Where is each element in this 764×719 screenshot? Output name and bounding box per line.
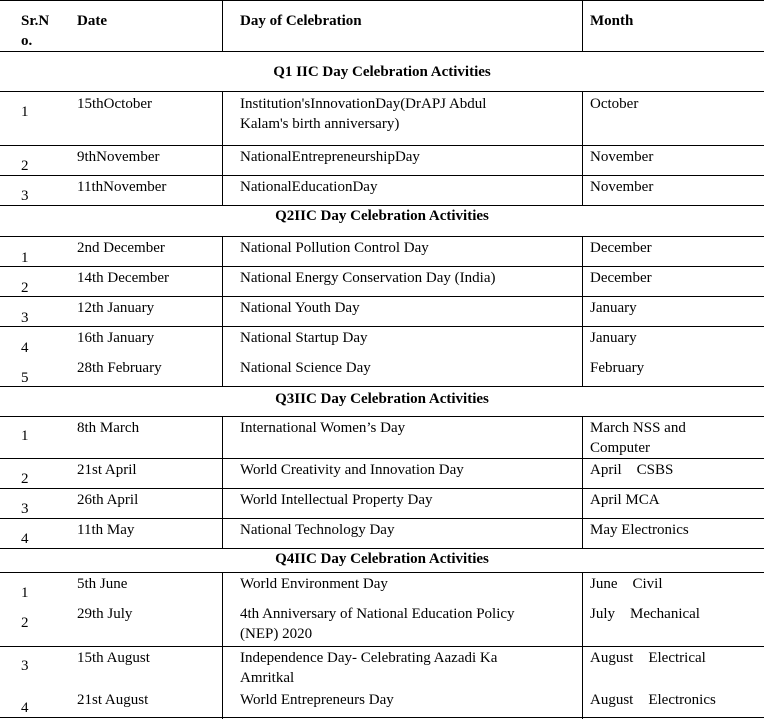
section-title: Q1 IIC Day Celebration Activities xyxy=(273,64,491,80)
section-title: Q2IIC Day Celebration Activities xyxy=(275,208,489,224)
row-date: 21st April xyxy=(77,462,137,478)
row-date: 28th February xyxy=(77,360,162,376)
row-day: Institution'sInnovationDay(DrAPJ Abdul xyxy=(240,96,487,112)
header-date: Date xyxy=(77,13,107,29)
row-day: National Pollution Control Day xyxy=(240,240,429,256)
row-day: Kalam's birth anniversary) xyxy=(240,116,400,132)
row-month: August Electronics xyxy=(590,692,716,708)
column-rule xyxy=(582,236,583,386)
table-rule xyxy=(0,572,764,573)
row-day: World Entrepreneurs Day xyxy=(240,692,394,708)
row-month: June Civil xyxy=(590,576,663,592)
column-rule xyxy=(582,91,583,205)
row-day: NationalEducationDay xyxy=(240,179,378,195)
row-date: 2nd December xyxy=(77,240,165,256)
row-date: 14th December xyxy=(77,270,170,286)
table-rule xyxy=(0,717,764,718)
row-number: 4 xyxy=(21,531,29,547)
column-rule xyxy=(222,416,223,548)
row-month: Computer xyxy=(590,440,650,456)
section-title: Q4IIC Day Celebration Activities xyxy=(275,551,489,567)
row-month: January xyxy=(590,330,637,346)
row-month: February xyxy=(590,360,645,376)
row-number: 2 xyxy=(21,280,29,296)
row-number: 1 xyxy=(21,104,29,120)
header-day: Day of Celebration xyxy=(240,13,362,29)
row-month: January xyxy=(590,300,637,316)
row-number: 5 xyxy=(21,370,29,386)
row-date: 15th August xyxy=(77,650,150,666)
row-month: December xyxy=(590,240,652,256)
table-rule xyxy=(0,51,764,52)
column-rule xyxy=(222,236,223,386)
row-month: November xyxy=(590,149,654,165)
row-month: December xyxy=(590,270,652,286)
table-rule xyxy=(0,646,764,647)
column-rule xyxy=(582,0,583,51)
header-srno-line1: Sr.N xyxy=(21,13,50,29)
row-number: 2 xyxy=(21,615,29,631)
row-number: 3 xyxy=(21,501,29,517)
row-month: March NSS and xyxy=(590,420,686,436)
row-day: World Creativity and Innovation Day xyxy=(240,462,464,478)
row-date: 9thNovember xyxy=(77,149,160,165)
table-rule xyxy=(0,0,764,1)
row-number: 1 xyxy=(21,250,29,266)
row-month: July Mechanical xyxy=(590,606,700,622)
row-date: 21st August xyxy=(77,692,149,708)
table-rule xyxy=(0,296,764,297)
row-day: World Environment Day xyxy=(240,576,388,592)
row-day: NationalEntrepreneurshipDay xyxy=(240,149,420,165)
header-month: Month xyxy=(590,13,634,29)
row-day: 4th Anniversary of National Education Policy xyxy=(240,606,515,622)
row-day: National Energy Conservation Day (India) xyxy=(240,270,496,286)
row-month: April CSBS xyxy=(590,462,674,478)
row-date: 16th January xyxy=(77,330,155,346)
row-date: 26th April xyxy=(77,492,139,508)
column-rule xyxy=(222,0,223,51)
row-number: 4 xyxy=(21,700,29,716)
table-rule xyxy=(0,416,764,417)
row-number: 1 xyxy=(21,428,29,444)
row-number: 2 xyxy=(21,158,29,174)
row-day: Independence Day- Celebrating Aazadi Ka xyxy=(240,650,498,666)
row-day: International Women’s Day xyxy=(240,420,406,436)
column-rule xyxy=(222,91,223,205)
row-date: 8th March xyxy=(77,420,140,436)
row-date: 15thOctober xyxy=(77,96,152,112)
table-rule xyxy=(0,386,764,387)
row-day: Amritkal xyxy=(240,670,295,686)
table-rule xyxy=(0,236,764,237)
row-number: 3 xyxy=(21,310,29,326)
table-rule xyxy=(0,266,764,267)
row-day: National Technology Day xyxy=(240,522,395,538)
row-number: 4 xyxy=(21,340,29,356)
row-number: 1 xyxy=(21,585,29,601)
row-month: August Electrical xyxy=(590,650,706,666)
row-date: 5th June xyxy=(77,576,128,592)
column-rule xyxy=(582,416,583,548)
table-rule xyxy=(0,326,764,327)
table-rule xyxy=(0,458,764,459)
row-date: 11thNovember xyxy=(77,179,167,195)
row-day: (NEP) 2020 xyxy=(240,626,313,642)
row-day: World Intellectual Property Day xyxy=(240,492,433,508)
row-month: November xyxy=(590,179,654,195)
row-date: 11th May xyxy=(77,522,135,538)
row-month: April MCA xyxy=(590,492,660,508)
column-rule xyxy=(582,572,583,719)
table-rule xyxy=(0,488,764,489)
table-rule xyxy=(0,91,764,92)
row-month: October xyxy=(590,96,639,112)
row-day: National Youth Day xyxy=(240,300,360,316)
column-rule xyxy=(222,572,223,719)
header-srno-line2: o. xyxy=(21,33,33,49)
row-date: 12th January xyxy=(77,300,155,316)
table-rule xyxy=(0,175,764,176)
row-day: National Startup Day xyxy=(240,330,368,346)
row-month: May Electronics xyxy=(590,522,689,538)
row-number: 3 xyxy=(21,658,29,674)
row-number: 3 xyxy=(21,188,29,204)
table-rule xyxy=(0,518,764,519)
row-number: 2 xyxy=(21,471,29,487)
row-date: 29th July xyxy=(77,606,133,622)
section-title: Q3IIC Day Celebration Activities xyxy=(275,391,489,407)
table-rule xyxy=(0,145,764,146)
row-day: National Science Day xyxy=(240,360,371,376)
